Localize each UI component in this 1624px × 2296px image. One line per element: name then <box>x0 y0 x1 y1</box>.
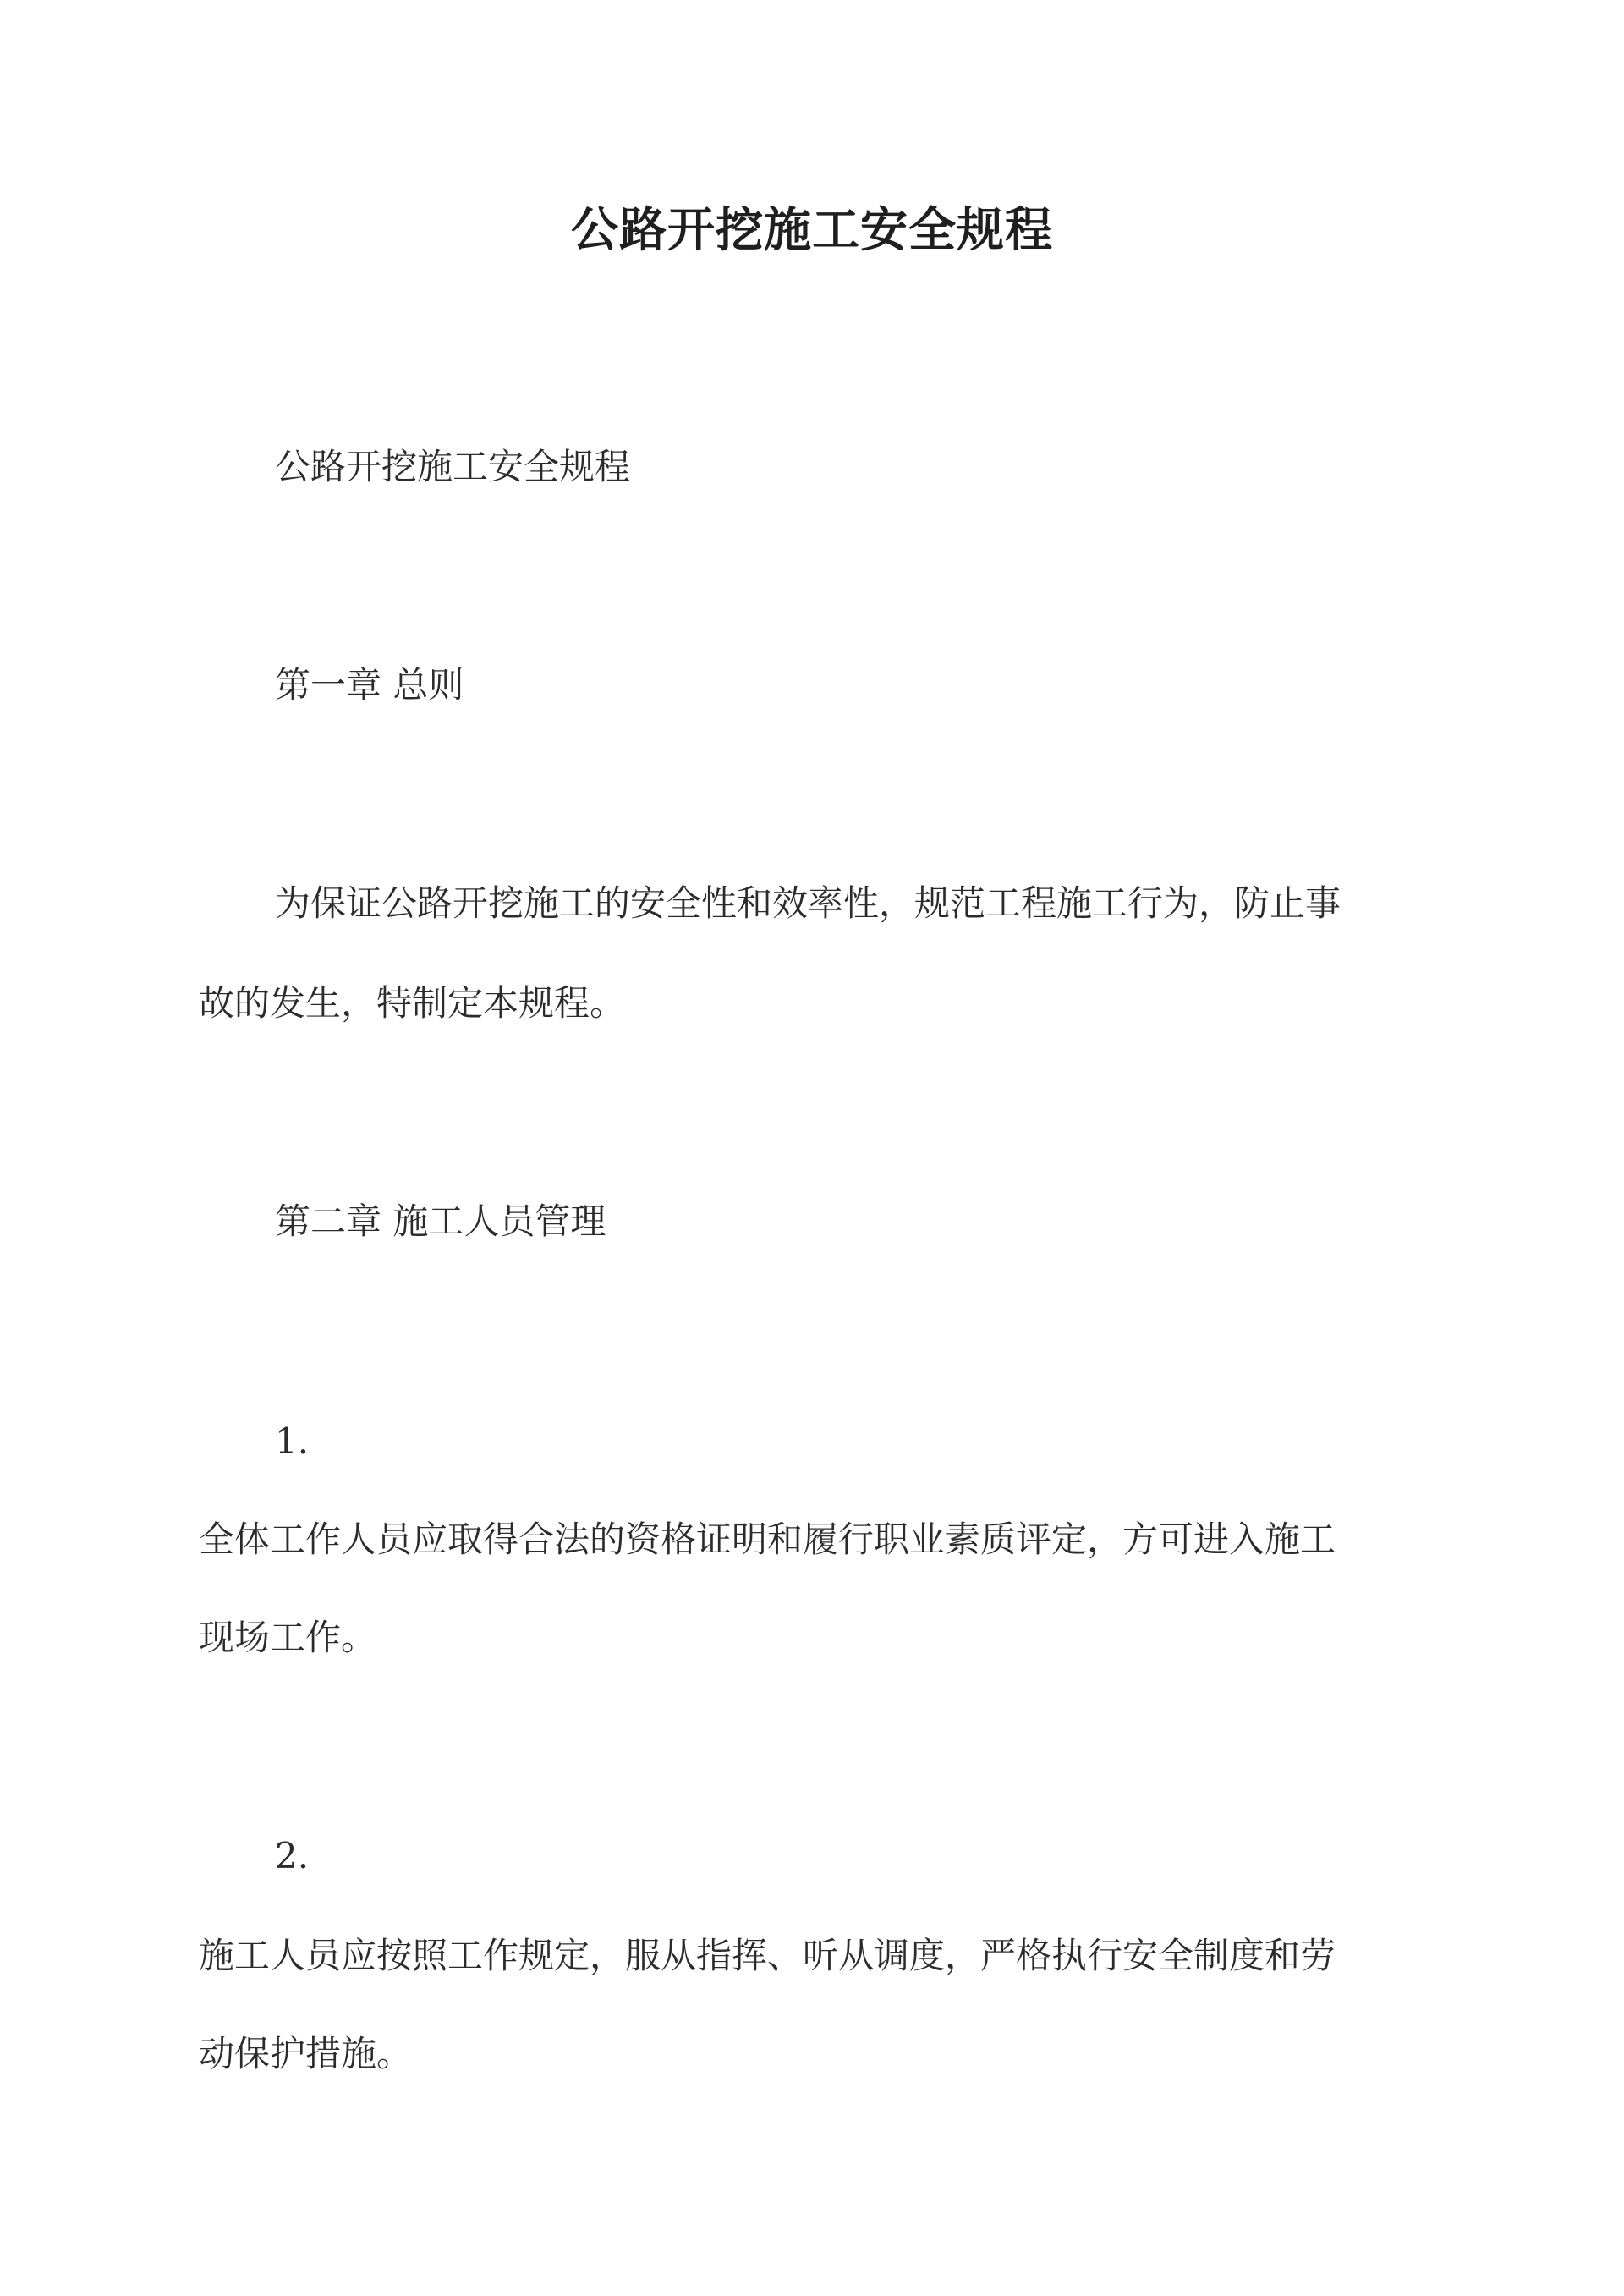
document-subtitle: 公路开挖施工安全规程 <box>275 446 631 487</box>
chapter-1-paragraph-line-1: 为保证公路开挖施工的安全性和效率性，规范工程施工行为，防止事 <box>275 882 1341 924</box>
item-1-line-1: 全体工作人员应取得合法的资格证明和履行职业素质评定，方可进入施工 <box>199 1519 1336 1560</box>
item-2-number: 2. <box>275 1835 310 1876</box>
item-2-line-1: 施工人员应按照工作规定，服从指挥、听从调度，严格执行安全制度和劳 <box>199 1935 1336 1976</box>
chapter-1-heading: 第一章 总则 <box>275 664 464 706</box>
item-2-line-2: 动保护措施。 <box>199 2033 413 2074</box>
document-title: 公路开挖施工安全规程 <box>571 202 1053 258</box>
item-1-number: 1. <box>275 1420 310 1462</box>
chapter-1-paragraph-line-2: 故的发生，特制定本规程。 <box>199 982 626 1024</box>
item-1-line-2: 现场工作。 <box>199 1617 377 1658</box>
chapter-2-heading: 第二章 施工人员管理 <box>275 1200 606 1242</box>
